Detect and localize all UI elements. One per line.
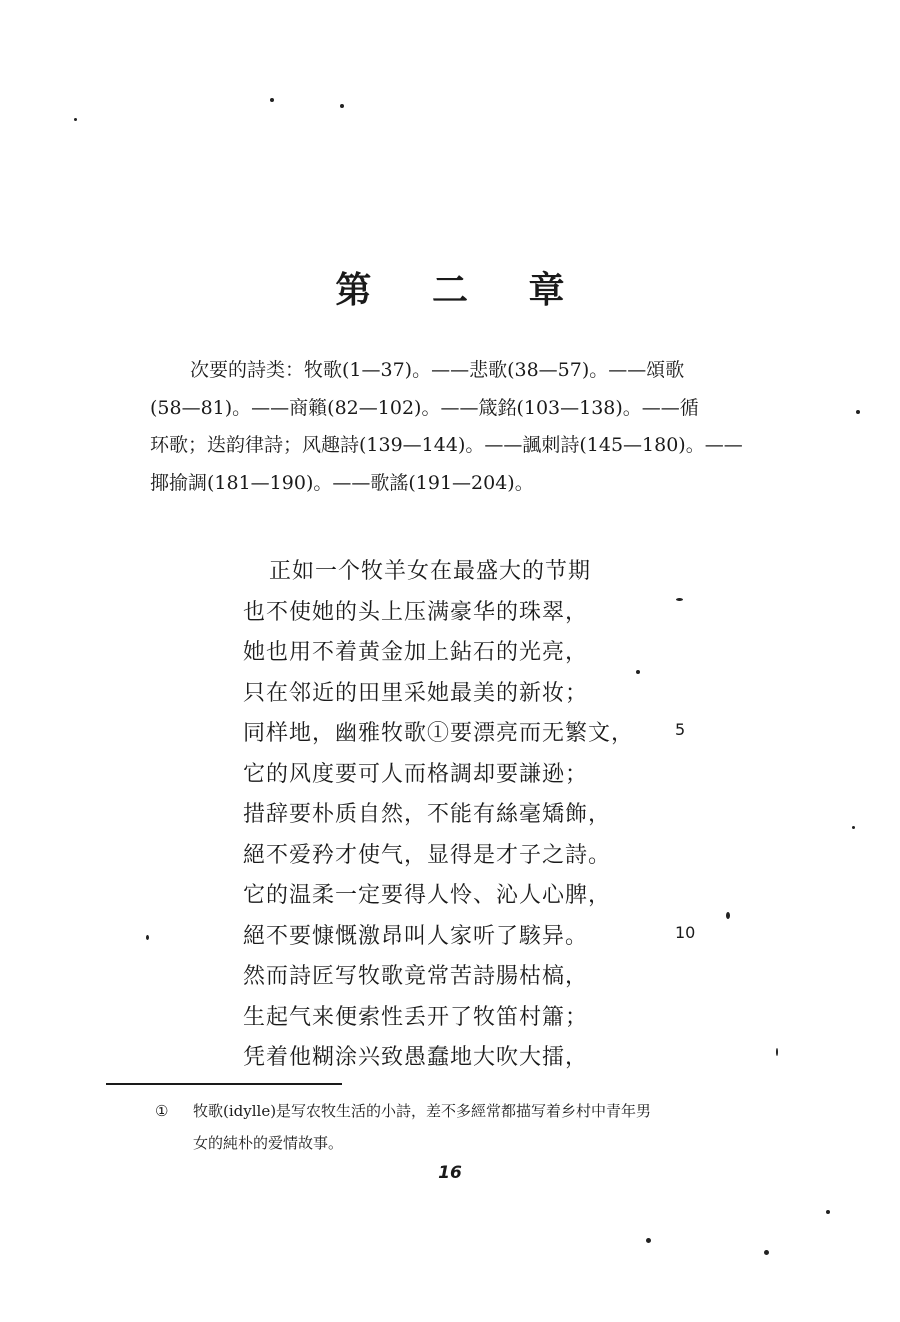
poem-line: 只在邻近的田里采她最美的新妆；: [243, 680, 589, 706]
poem-line: 措辞要朴质自然，不能有絲毫矯飾，: [243, 802, 612, 827]
poem-line: 然而詩匠写牧歌竟常苦詩腸枯槁，: [243, 964, 589, 989]
poem-line: 也不使她的头上压满豪华的珠翠，: [243, 599, 589, 625]
poem-line: 同样地，幽雅牧歌①要漂亮而无繁文，: [243, 721, 635, 746]
poem-line: 絕不要慷慨激昂叫人家听了駭异。: [243, 923, 589, 949]
footnote-divider: [106, 1083, 342, 1085]
scan-speck: [74, 118, 77, 121]
footnote-line: 女的純朴的爱情故事。: [193, 1134, 344, 1152]
chapter-summary: [150, 352, 743, 502]
scan-speck: [676, 598, 683, 601]
poem-line: 生起气来便索性丢开了牧笛村簫；: [243, 1004, 589, 1030]
chapter-title: [0, 262, 900, 313]
scan-speck: [776, 1048, 778, 1056]
poem-line: 絕不爱矜才使气，显得是才子之詩。: [243, 842, 612, 868]
chapter-title-char: 章: [528, 269, 565, 311]
line-number: 5: [675, 720, 686, 739]
summary-line: 揶揄調(181—190)。——歌謠(191—204)。: [150, 471, 534, 494]
page-number: 16: [438, 1163, 462, 1183]
chapter-title-char: 第: [335, 269, 372, 311]
scan-speck: [636, 670, 640, 674]
poem-line: 她也用不着黄金加上鉆石的光亮，: [243, 640, 589, 665]
scan-speck: [826, 1210, 830, 1214]
scan-speck: [764, 1250, 769, 1255]
poem-line: 正如一个牧羊女在最盛大的节期: [269, 559, 592, 584]
summary-line: (58—81)。——商籟(82—102)。——箴銘(103—138)。——循: [150, 396, 699, 419]
poem-line: 它的风度要可人而格調却要謙逊；: [243, 761, 589, 787]
scan-speck: [856, 410, 860, 414]
footnote-marker: ①: [155, 1102, 169, 1120]
summary-line: 环歌；迭韵律詩；风趣詩(139—144)。——諷刺詩(145—180)。——: [150, 434, 743, 456]
scan-speck: [270, 98, 274, 102]
poem-line: 凭着他糊涂兴致愚蠢地大吹大擂，: [243, 1045, 589, 1070]
chapter-title-char: 二: [431, 269, 468, 311]
summary-line: 次要的詩类：牧歌(1—37)。——悲歌(38—57)。——頌歌: [190, 359, 685, 381]
scan-speck: [852, 826, 855, 829]
footnote-line: 牧歌(idylle)是写农牧生活的小詩，差不多經常都描写着乡村中青年男: [193, 1102, 652, 1120]
scan-speck: [646, 1238, 651, 1243]
footnote: [155, 1095, 755, 1159]
poem-line: 它的温柔一定要得人怜、沁人心脾，: [243, 883, 612, 908]
scan-speck: [340, 104, 344, 108]
line-number: 10: [675, 923, 696, 942]
scan-speck: [726, 912, 730, 919]
scan-speck: [146, 935, 149, 940]
